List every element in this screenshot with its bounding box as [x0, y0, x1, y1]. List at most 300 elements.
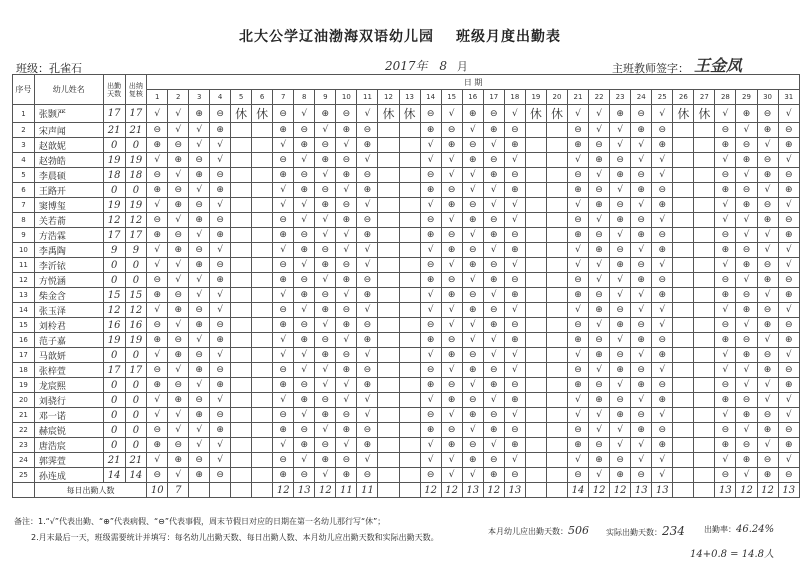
attendance-cell [546, 213, 567, 228]
attendance-cell: ⊖ [210, 468, 231, 483]
day-header: 20 [546, 90, 567, 105]
day-header: 15 [441, 90, 462, 105]
attendance-cell: ⊕ [757, 423, 778, 438]
attendance-cell: ⊖ [441, 228, 462, 243]
rest-mark: 休 [673, 105, 694, 123]
sheet-name: 班级月度出勤表 [456, 29, 561, 45]
attendance-cell: √ [273, 438, 294, 453]
attendance-cell: ⊕ [441, 198, 462, 213]
attendance-cell: ⊖ [631, 258, 652, 273]
attendance-cell: √ [736, 228, 757, 243]
attendance-cell [673, 453, 694, 468]
attendance-cell: ⊕ [462, 363, 483, 378]
attendance-cell: ⊖ [757, 348, 778, 363]
attendance-cell: √ [294, 363, 315, 378]
attendance-cell: ⊕ [462, 258, 483, 273]
attendance-cell [378, 168, 399, 183]
attendance-cell: ⊕ [294, 438, 315, 453]
attendance-cell: ⊖ [189, 153, 210, 168]
attendance-cell [252, 363, 273, 378]
attendance-cell: √ [736, 273, 757, 288]
attendance-cell: ⊕ [610, 105, 631, 123]
attendance-cell [378, 243, 399, 258]
attendance-cell: ⊕ [336, 213, 357, 228]
attendance-cell: ⊖ [715, 468, 736, 483]
attendance-cell: ⊕ [736, 153, 757, 168]
attendance-cell: √ [420, 453, 441, 468]
attendance-cell: ⊕ [652, 138, 673, 153]
attendance-cell: ⊖ [273, 258, 294, 273]
attendance-cell: ⊖ [757, 408, 778, 423]
attendance-cell: ⊖ [715, 228, 736, 243]
attendance-cell: √ [147, 198, 168, 213]
attendance-cell: ⊕ [757, 123, 778, 138]
attendance-cell [694, 438, 715, 453]
attendance-cell: ⊕ [294, 183, 315, 198]
attendance-cell: √ [715, 105, 736, 123]
attendance-cell: ⊕ [778, 438, 799, 453]
attendance-cell [673, 363, 694, 378]
attendance-cell [525, 273, 546, 288]
attendance-cell: ⊕ [315, 348, 336, 363]
actual-days: 0 [125, 183, 147, 198]
attendance-cell: √ [441, 213, 462, 228]
attendance-cell: ⊕ [610, 468, 631, 483]
attendance-cell: √ [441, 153, 462, 168]
attendance-cell: ⊕ [631, 183, 652, 198]
attendance-cell: √ [483, 438, 504, 453]
attendance-cell: ⊖ [715, 123, 736, 138]
attendance-cell [378, 408, 399, 423]
day-header: 29 [736, 90, 757, 105]
attendance-cell: ⊕ [504, 243, 525, 258]
attendance-cell: ⊖ [715, 168, 736, 183]
attendance-cell: √ [589, 258, 610, 273]
attendance-cell [378, 198, 399, 213]
attendance-cell: ⊕ [420, 228, 441, 243]
attendance-cell: ⊕ [589, 243, 610, 258]
attendance-cell [525, 423, 546, 438]
attendance-cell: √ [567, 393, 588, 408]
attendance-cell: √ [441, 105, 462, 123]
attendance-cell: √ [504, 258, 525, 273]
attendance-cell: ⊕ [567, 378, 588, 393]
attendance-cell [673, 213, 694, 228]
attendance-cell: ⊖ [147, 468, 168, 483]
table-row [13, 138, 800, 153]
attendance-cell: √ [315, 468, 336, 483]
attendance-cell: ⊖ [273, 453, 294, 468]
attendance-cell: √ [462, 378, 483, 393]
attendance-cell: √ [294, 213, 315, 228]
attendance-cell: √ [504, 363, 525, 378]
attendance-cell: √ [315, 123, 336, 138]
daily-total-label: 每日出勤人数 [34, 483, 146, 498]
attendance-cell: √ [147, 348, 168, 363]
attendance-cell [378, 333, 399, 348]
attendance-cell: ⊕ [147, 228, 168, 243]
attendance-cell [525, 363, 546, 378]
attendance-cell: √ [631, 438, 652, 453]
attendance-cell: ⊕ [273, 273, 294, 288]
actual-days: 21 [125, 453, 147, 468]
attendance-cell: √ [715, 303, 736, 318]
child-name: 赵歆妮 [34, 138, 103, 153]
attendance-cell: √ [189, 288, 210, 303]
attendance-cell: √ [273, 243, 294, 258]
attendance-cell: ⊕ [504, 438, 525, 453]
attendance-cell: ⊖ [420, 213, 441, 228]
attendance-cell: ⊖ [483, 303, 504, 318]
attendance-cell: √ [631, 243, 652, 258]
table-row [13, 393, 800, 408]
actual-days: 17 [125, 228, 147, 243]
attendance-cell [694, 258, 715, 273]
attendance-cell [694, 288, 715, 303]
attendance-cell [694, 348, 715, 363]
attendance-cell: √ [504, 348, 525, 363]
attendance-cell [399, 213, 420, 228]
attendance-cell: ⊖ [273, 213, 294, 228]
attendance-cell: ⊖ [420, 363, 441, 378]
attendance-cell: ⊕ [589, 303, 610, 318]
attendance-cell [231, 468, 252, 483]
attendance-cell: ⊕ [631, 123, 652, 138]
attendance-cell: ⊕ [736, 408, 757, 423]
daily-total [210, 483, 231, 498]
attendance-cell: ⊕ [273, 168, 294, 183]
attendance-cell: ⊖ [462, 198, 483, 213]
attendance-cell: ⊕ [273, 228, 294, 243]
attendance-cell: ⊖ [294, 318, 315, 333]
attendance-cell: ⊖ [567, 318, 588, 333]
attendance-cell: √ [631, 288, 652, 303]
daily-total [189, 483, 210, 498]
attendance-cell: ⊖ [736, 183, 757, 198]
attendance-cell [252, 153, 273, 168]
attendance-cell: ⊖ [652, 273, 673, 288]
teacher-signature: 王金凤 [694, 56, 743, 75]
attendance-cell: ⊖ [483, 213, 504, 228]
attendance-cell: ⊖ [420, 408, 441, 423]
attendance-cell: √ [294, 303, 315, 318]
attendance-cell [231, 303, 252, 318]
attendance-cell: √ [757, 378, 778, 393]
row-seq: 14 [13, 303, 35, 318]
child-name: 刘骁行 [34, 393, 103, 408]
daily-total: 12 [315, 483, 336, 498]
expected-days-label: 本月幼儿应出勤天数： [488, 527, 568, 536]
attendance-cell: ⊖ [567, 213, 588, 228]
attendance-cell [399, 303, 420, 318]
attendance-cell [252, 303, 273, 318]
attendance-cell [525, 198, 546, 213]
attendance-cell: √ [441, 453, 462, 468]
attendance-cell: √ [483, 348, 504, 363]
actual-days: 9 [125, 243, 147, 258]
table-row [13, 438, 800, 453]
attendance-cell: ⊕ [420, 378, 441, 393]
attendance-cell [673, 333, 694, 348]
attendance-cell: ⊕ [504, 393, 525, 408]
attendance-cell: ⊕ [504, 333, 525, 348]
attendance-cell: √ [610, 288, 631, 303]
attendance-cell [252, 453, 273, 468]
attendance-cell: ⊖ [567, 468, 588, 483]
attendance-cell: ⊕ [336, 318, 357, 333]
attendance-cell: ⊖ [610, 453, 631, 468]
attendance-cell: ⊖ [210, 363, 231, 378]
attendance-cell: ⊖ [652, 333, 673, 348]
attendance-cell: ⊖ [357, 168, 378, 183]
table-row [13, 168, 800, 183]
attendance-cell: ⊕ [757, 318, 778, 333]
table-row [13, 468, 800, 483]
table-row [13, 105, 800, 123]
attendance-cell: √ [736, 378, 757, 393]
table-row [13, 153, 800, 168]
attendance-cell [231, 243, 252, 258]
attendance-cell: ⊖ [589, 138, 610, 153]
attendance-cell [673, 273, 694, 288]
attendance-cell: √ [273, 183, 294, 198]
attendance-cell: √ [462, 228, 483, 243]
table-row [13, 333, 800, 348]
attendance-cell: √ [420, 393, 441, 408]
attendance-cell [525, 243, 546, 258]
attendance-cell [673, 288, 694, 303]
attendance-cell [399, 123, 420, 138]
attendance-cell: √ [778, 348, 799, 363]
attendance-cell: √ [736, 423, 757, 438]
child-name: 范子嘉 [34, 333, 103, 348]
should-days: 19 [103, 198, 125, 213]
child-name: 张颢严 [34, 105, 103, 123]
attendance-cell: √ [736, 213, 757, 228]
attendance-cell: ⊕ [715, 243, 736, 258]
attendance-cell: ⊕ [210, 228, 231, 243]
attendance-cell [231, 363, 252, 378]
attendance-cell: √ [315, 168, 336, 183]
attendance-cell: ⊖ [757, 258, 778, 273]
attendance-cell: ⊖ [504, 468, 525, 483]
attendance-cell: ⊕ [757, 273, 778, 288]
row-seq: 16 [13, 333, 35, 348]
attendance-cell: ⊖ [483, 453, 504, 468]
attendance-cell [673, 378, 694, 393]
attendance-cell: √ [168, 318, 189, 333]
attendance-cell [252, 468, 273, 483]
child-name: 柴金含 [34, 288, 103, 303]
attendance-cell: ⊕ [504, 288, 525, 303]
attendance-cell [525, 168, 546, 183]
attendance-cell: √ [652, 318, 673, 333]
attendance-cell: ⊕ [736, 198, 757, 213]
attendance-cell [378, 438, 399, 453]
child-name: 宋声闻 [34, 123, 103, 138]
attendance-cell: ⊖ [336, 153, 357, 168]
attendance-cell [399, 243, 420, 258]
attendance-cell: ⊖ [210, 408, 231, 423]
attendance-cell [399, 333, 420, 348]
attendance-cell: ⊕ [610, 408, 631, 423]
attendance-cell [546, 288, 567, 303]
attendance-cell [252, 138, 273, 153]
attendance-cell [378, 228, 399, 243]
attendance-cell: ⊖ [652, 228, 673, 243]
attendance-cell: ⊕ [168, 303, 189, 318]
attendance-cell: ⊖ [189, 303, 210, 318]
daily-total [252, 483, 273, 498]
attendance-cell [694, 198, 715, 213]
attendance-cell: ⊕ [610, 258, 631, 273]
attendance-cell: ⊖ [189, 393, 210, 408]
attendance-cell: ⊖ [210, 258, 231, 273]
attendance-cell: √ [652, 453, 673, 468]
attendance-cell: ⊖ [315, 138, 336, 153]
attendance-cell: ⊖ [315, 438, 336, 453]
actual-days: 12 [125, 303, 147, 318]
attendance-cell: ⊕ [210, 273, 231, 288]
attendance-cell: ⊖ [315, 288, 336, 303]
attendance-cell: √ [610, 138, 631, 153]
attendance-cell [231, 168, 252, 183]
attendance-cell: √ [757, 393, 778, 408]
attendance-cell: ⊖ [778, 468, 799, 483]
attendance-cell: √ [336, 243, 357, 258]
attendance-cell: ⊖ [336, 453, 357, 468]
attendance-cell: ⊖ [483, 153, 504, 168]
attendance-cell: √ [610, 273, 631, 288]
daily-total [546, 483, 567, 498]
attendance-cell: ⊕ [273, 423, 294, 438]
attendance-cell [231, 423, 252, 438]
month-field [385, 57, 468, 74]
day-header: 30 [757, 90, 778, 105]
attendance-cell [231, 123, 252, 138]
attendance-cell: √ [294, 198, 315, 213]
attendance-cell: ⊕ [273, 378, 294, 393]
attendance-cell: ⊕ [336, 123, 357, 138]
attendance-cell: ⊖ [567, 363, 588, 378]
attendance-cell: ⊖ [778, 318, 799, 333]
attendance-cell: √ [757, 183, 778, 198]
note-line-2: 2.月末最后一天，班级需要统计并填写：每名幼儿出勤天数、每日出勤人数、本月幼儿应出勤天数和实际出勤天数。 [31, 533, 439, 542]
attendance-cell: ⊕ [294, 288, 315, 303]
attendance-cell: √ [441, 318, 462, 333]
attendance-cell: ⊕ [441, 348, 462, 363]
attendance-cell: √ [778, 105, 799, 123]
attendance-cell [399, 363, 420, 378]
daily-total: 13 [504, 483, 525, 498]
attendance-cell: ⊖ [147, 168, 168, 183]
table-row [13, 243, 800, 258]
actual-days: 0 [125, 138, 147, 153]
attendance-cell [546, 228, 567, 243]
table-row [13, 288, 800, 303]
attendance-cell: ⊕ [189, 408, 210, 423]
daily-total: 12 [483, 483, 504, 498]
attendance-cell: √ [441, 303, 462, 318]
attendance-cell [546, 348, 567, 363]
attendance-cell: ⊖ [589, 228, 610, 243]
attendance-cell: ⊕ [757, 468, 778, 483]
year-value: 2017年 [385, 59, 428, 73]
attendance-cell: ⊖ [757, 453, 778, 468]
actual-days: 17 [125, 363, 147, 378]
attendance-cell: √ [652, 363, 673, 378]
attendance-table [12, 74, 800, 498]
attendance-cell [378, 468, 399, 483]
attendance-cell: √ [715, 348, 736, 363]
attendance-cell [673, 423, 694, 438]
attendance-cell: √ [273, 138, 294, 153]
attendance-cell: √ [294, 408, 315, 423]
actual-days [606, 524, 685, 538]
child-name: 李晨硕 [34, 168, 103, 183]
daily-total [673, 483, 694, 498]
attendance-cell: √ [294, 258, 315, 273]
child-name: 刘柃君 [34, 318, 103, 333]
attendance-cell: √ [483, 243, 504, 258]
attendance-cell [231, 138, 252, 153]
attendance-cell: ⊕ [189, 105, 210, 123]
attendance-cell: √ [589, 408, 610, 423]
attendance-cell: √ [189, 138, 210, 153]
attendance-cell: ⊕ [589, 348, 610, 363]
attendance-cell [525, 333, 546, 348]
attendance-cell [546, 363, 567, 378]
attendance-cell [399, 228, 420, 243]
actual-days: 18 [125, 168, 147, 183]
attendance-cell: ⊕ [715, 333, 736, 348]
attendance-cell: ⊖ [462, 288, 483, 303]
attendance-cell [673, 393, 694, 408]
attendance-cell: ⊖ [504, 168, 525, 183]
attendance-cell: ⊕ [168, 198, 189, 213]
attendance-cell: ⊖ [631, 468, 652, 483]
row-seq: 12 [13, 273, 35, 288]
attendance-cell: ⊕ [610, 363, 631, 378]
attendance-cell: ⊕ [631, 273, 652, 288]
attendance-cell: ⊖ [168, 228, 189, 243]
attendance-cell [673, 243, 694, 258]
attendance-cell [252, 423, 273, 438]
attendance-cell: √ [420, 288, 441, 303]
day-header: 18 [504, 90, 525, 105]
attendance-cell: ⊕ [357, 138, 378, 153]
actual-days: 0 [125, 378, 147, 393]
attendance-cell: ⊖ [778, 213, 799, 228]
attendance-cell: ⊖ [189, 348, 210, 363]
day-header: 19 [525, 90, 546, 105]
attendance-cell: ⊕ [189, 318, 210, 333]
attendance-cell: ⊖ [147, 423, 168, 438]
attendance-cell: ⊖ [210, 168, 231, 183]
attendance-cell [546, 318, 567, 333]
attendance-cell [673, 168, 694, 183]
daily-total [399, 483, 420, 498]
attendance-cell: ⊖ [631, 408, 652, 423]
child-name: 方浩霖 [34, 228, 103, 243]
attendance-cell: √ [336, 228, 357, 243]
daily-total: 13 [462, 483, 483, 498]
day-header: 26 [673, 90, 694, 105]
day-header: 2 [168, 90, 189, 105]
attendance-cell: ⊖ [441, 423, 462, 438]
attendance-cell: √ [210, 393, 231, 408]
attendance-cell [546, 258, 567, 273]
